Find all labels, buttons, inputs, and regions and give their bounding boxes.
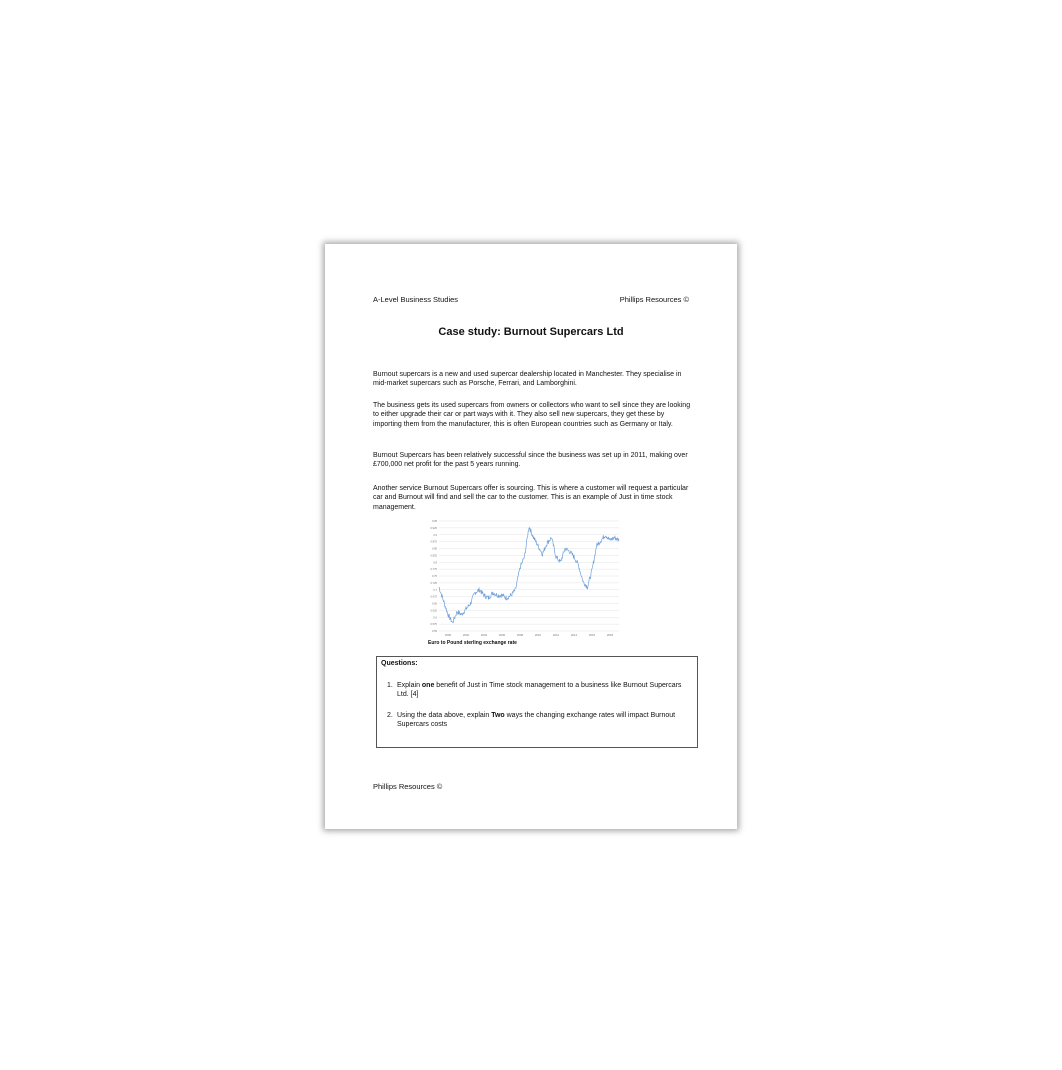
chart-y-tick-label: 0.55: [431, 630, 437, 633]
question-1-text-start: Explain: [397, 682, 422, 689]
chart-y-tick-label: 0.725: [430, 581, 437, 585]
question-2-emphasis: Two: [491, 712, 505, 719]
chart-x-tick-label: 2008: [516, 633, 524, 637]
paragraph-intro: Burnout supercars is a new and used supercar dealership located in Manchester. They specialise in mid-market supercars such as Porsche, Ferrari, and Lamborghini.: [373, 371, 682, 388]
question-1: [387, 681, 683, 700]
chart-y-tick-label: 0.6: [433, 616, 437, 620]
question-1-text-end: benefit of Just in Time stock management to a business like Burnout Supercars Ltd. [4]: [397, 682, 682, 699]
chart-y-tick-label: 0.575: [430, 623, 437, 627]
question-2: [387, 711, 683, 730]
question-2-text: [397, 711, 683, 730]
chart-y-tick-label: 0.9: [433, 533, 437, 537]
question-2-text-end: ways the changing exchange rates will impact Burnout Supercars costs: [397, 712, 676, 729]
paragraph-jit: Another service Burnout Supercars offer is sourcing. This is where a customer will request a particular car and Burnout will find and sell the car to the customer. This is an example of Just in time stock management.: [373, 485, 689, 511]
chart-y-tick-label: 0.775: [430, 568, 437, 572]
chart-y-tick-label: 0.675: [430, 595, 437, 599]
question-1-number: 1.: [387, 682, 393, 689]
chart-x-tick-label: 2010: [534, 633, 542, 637]
chart-y-tick-label: 0.925: [430, 526, 437, 530]
header-copyright: Phillips Resources ©: [619, 295, 689, 304]
exchange-rate-chart: [425, 517, 623, 647]
chart-caption: Euro to Pound sterling exchange rate: [428, 640, 517, 646]
question-2-text-start: Using the data above, explain: [397, 712, 492, 719]
chart-y-tick-label: 0.95: [431, 520, 437, 523]
questions-heading: Questions:: [381, 660, 418, 667]
chart-y-tick-label: 0.875: [430, 540, 437, 544]
chart-y-tick-label: 0.7: [433, 588, 437, 592]
chart-y-tick-label: 0.85: [431, 547, 437, 551]
questions-box: [376, 656, 698, 748]
chart-y-tick-label: 0.825: [430, 554, 437, 558]
paragraph-profit: Burnout Supercars has been relatively successful since the business was set up in 2011, making over £700,000 net profit for the past 5 years running.: [373, 452, 688, 469]
chart-x-tick-label: 2000: [444, 633, 452, 637]
header-course-label: A-Level Business Studies: [373, 295, 459, 304]
chart-x-tick-label: 2018: [606, 633, 614, 637]
chart-y-tick-label: 0.8: [433, 561, 437, 565]
question-1-text: [397, 681, 683, 700]
chart-x-tick-label: 2004: [480, 633, 488, 637]
chart-x-tick-label: 2002: [462, 633, 470, 637]
chart-x-tick-label: 2012: [552, 633, 560, 637]
chart-y-tick-label: 0.65: [431, 602, 437, 606]
worksheet-page: [325, 244, 737, 829]
chart-y-tick-label: 0.75: [431, 575, 437, 578]
question-2-number: 2.: [387, 712, 393, 719]
chart-y-tick-label: 0.625: [430, 609, 437, 613]
footer-copyright: Phillips Resources ©: [373, 782, 443, 791]
chart-x-tick-label: 2006: [498, 633, 506, 637]
chart-x-tick-label: 2016: [588, 633, 596, 637]
paragraph-sourcing-stock: The business gets its used supercars from owners or collectors who want to sell since they are looking to either upgrade their car or part ways with it. They also sell new supercars, they get these by importing them from the manufacturer, this is often European countries such as Germany or Italy.: [373, 402, 691, 428]
exchange-rate-chart-svg: [425, 517, 623, 641]
page-title: Case study: Burnout Supercars Ltd: [438, 326, 624, 338]
question-1-emphasis: one: [421, 682, 435, 689]
chart-x-tick-label: 2014: [570, 633, 578, 637]
